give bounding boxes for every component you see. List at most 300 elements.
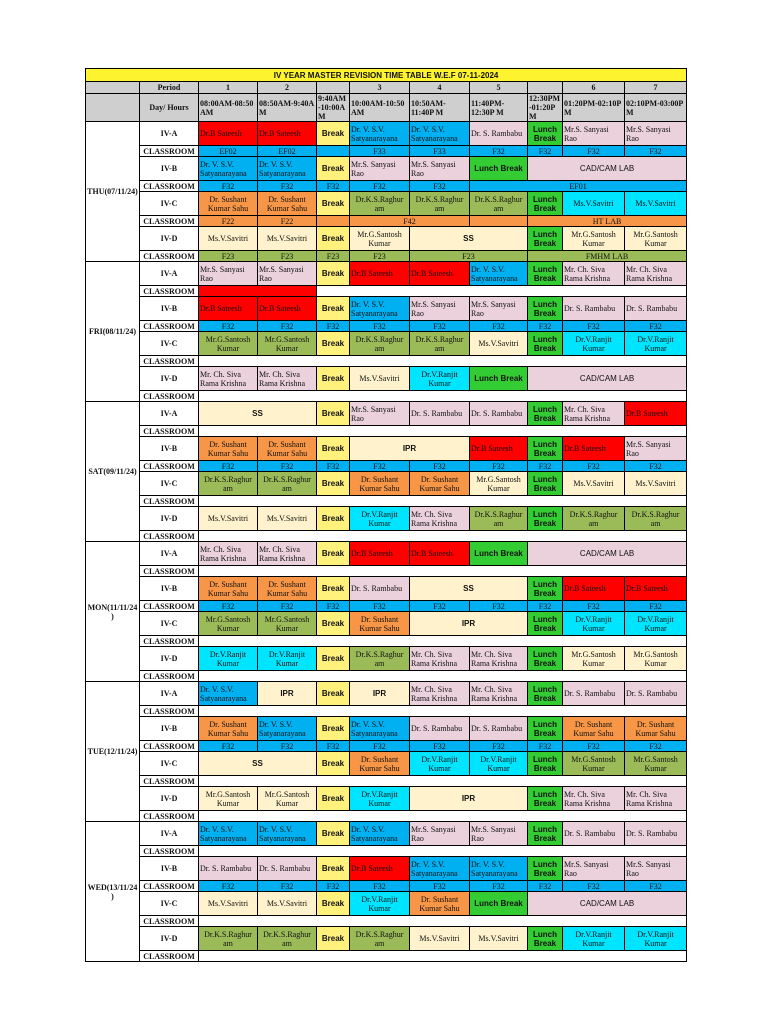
- classroom-cell: [199, 566, 687, 577]
- table-cell: Mr.G.Santosh Kumar: [258, 612, 317, 636]
- table-row: [86, 297, 687, 321]
- table-cell: Ms.V.Savitri: [199, 227, 258, 251]
- table-cell: Dr.B Sateesh: [350, 857, 410, 881]
- classroom-cell: F32: [528, 321, 563, 332]
- table-row: [86, 892, 687, 916]
- day-label: SAT(09/11/24): [86, 402, 140, 542]
- header-corner: [86, 94, 140, 122]
- classroom-label: CLASSROOM: [140, 846, 199, 857]
- break-cell: Break: [317, 647, 350, 671]
- break-cell: Break: [317, 227, 350, 251]
- section-label: IV-C: [140, 332, 199, 356]
- table-cell: Dr. V. S.V. Satyanarayana: [258, 157, 317, 181]
- table-cell: Mr.G.Santosh Kumar: [470, 472, 528, 496]
- table-cell: Mr. Ch. Siva Rama Krishna: [625, 787, 687, 811]
- table-row: [86, 741, 687, 752]
- table-cell: Ms.V.Savitri: [470, 332, 528, 356]
- table-cell: Mr. Ch. Siva Rama Krishna: [470, 647, 528, 671]
- table-cell: Dr.K.S.Raghur am: [410, 332, 470, 356]
- classroom-cell: F32: [410, 461, 470, 472]
- section-label: IV-C: [140, 892, 199, 916]
- table-cell: SS: [410, 227, 528, 251]
- table-row: [86, 216, 687, 227]
- table-cell: Dr.B Sateesh: [410, 542, 470, 566]
- break-cell: Break: [317, 472, 350, 496]
- table-cell: Dr. S. Rambabu: [199, 857, 258, 881]
- classroom-cell: HT LAB: [528, 216, 687, 227]
- table-cell: Mr.S. Sanyasi Rao: [258, 262, 317, 286]
- break-cell: Break: [317, 682, 350, 706]
- classroom-cell: F32: [317, 461, 350, 472]
- section-label: IV-A: [140, 402, 199, 426]
- classroom-cell: F23: [410, 251, 528, 262]
- table-cell: Dr. Sushant Kumar Sahu: [350, 472, 410, 496]
- classroom-cell: [199, 811, 687, 822]
- table-cell: Dr.B Sateesh: [563, 437, 625, 461]
- table-cell: Ms.V.Savitri: [410, 927, 470, 951]
- table-cell: Mr.S. Sanyasi Rao: [470, 822, 528, 846]
- time-slot: 10:00AM-10:50 AM: [350, 94, 410, 122]
- break-cell: Break: [317, 262, 350, 286]
- table-cell: Mr.G.Santosh Kumar: [625, 752, 687, 776]
- table-cell: Ms.V.Savitri: [199, 507, 258, 531]
- section-label: IV-D: [140, 367, 199, 391]
- classroom-cell: F32: [258, 321, 317, 332]
- table-cell: CAD/CAM LAB: [528, 157, 687, 181]
- table-cell: Mr.S. Sanyasi Rao: [410, 822, 470, 846]
- table-cell: Dr.B Sateesh: [199, 122, 258, 146]
- section-label: IV-B: [140, 157, 199, 181]
- classroom-label: CLASSROOM: [140, 461, 199, 472]
- period-number: 4: [410, 82, 470, 94]
- section-label: IV-B: [140, 857, 199, 881]
- table-row: [86, 496, 687, 507]
- lunch-break-cell: Lunch Break: [528, 787, 563, 811]
- table-cell: Dr. V. S.V. Satyanarayana: [410, 857, 470, 881]
- table-row: [86, 461, 687, 472]
- section-label: IV-C: [140, 612, 199, 636]
- lunch-break-cell: Lunch Break: [528, 647, 563, 671]
- table-cell: Dr.B Sateesh: [258, 297, 317, 321]
- period-number: 1: [199, 82, 258, 94]
- table-cell: Mr.S. Sanyasi Rao: [410, 157, 470, 181]
- classroom-cell: F32: [317, 741, 350, 752]
- table-cell: Ms.V.Savitri: [625, 472, 687, 496]
- section-label: IV-D: [140, 227, 199, 251]
- table-row: [86, 951, 687, 962]
- day-label: WED(13/11/24): [86, 822, 140, 962]
- table-cell: Dr. Sushant Kumar Sahu: [563, 717, 625, 741]
- classroom-cell: F22: [258, 216, 317, 227]
- table-cell: CAD/CAM LAB: [528, 542, 687, 566]
- break-cell: Break: [317, 752, 350, 776]
- lunch-break-cell: Lunch Break: [528, 262, 563, 286]
- table-row: [86, 881, 687, 892]
- classroom-cell: F32: [470, 601, 528, 612]
- table-cell: Dr. S. Rambabu: [625, 682, 687, 706]
- table-cell: Mr.G.Santosh Kumar: [350, 227, 410, 251]
- table-cell: Dr. V. S.V. Satyanarayana: [258, 717, 317, 741]
- section-label: IV-A: [140, 262, 199, 286]
- table-cell: Ms.V.Savitri: [350, 367, 410, 391]
- classroom-label: CLASSROOM: [140, 181, 199, 192]
- classroom-cell: F42: [350, 216, 470, 227]
- table-cell: Dr. Sushant Kumar Sahu: [410, 892, 470, 916]
- classroom-label: CLASSROOM: [140, 776, 199, 787]
- classroom-cell: [199, 286, 317, 297]
- classroom-cell: F32: [350, 181, 410, 192]
- table-cell: Mr. Ch. Siva Rama Krishna: [625, 262, 687, 286]
- table-cell: Dr.V.Ranjit Kumar: [350, 507, 410, 531]
- classroom-cell: F32: [258, 881, 317, 892]
- table-cell: Dr.V.Ranjit Kumar: [258, 647, 317, 671]
- table-cell: Mr. Ch. Siva Rama Krishna: [199, 367, 258, 391]
- break-cell: Break: [317, 122, 350, 146]
- classroom-label: CLASSROOM: [140, 391, 199, 402]
- table-row: [86, 612, 687, 636]
- table-cell: Dr.B Sateesh: [563, 577, 625, 601]
- classroom-cell: FMHM LAB: [528, 251, 687, 262]
- table-row: [86, 531, 687, 542]
- table-cell: Dr. Sushant Kumar Sahu: [199, 192, 258, 216]
- table-cell: Mr. Ch. Siva Rama Krishna: [410, 507, 470, 531]
- table-cell: Dr.K.S.Raghur am: [350, 647, 410, 671]
- table-row: [86, 251, 687, 262]
- classroom-cell: F32: [317, 881, 350, 892]
- classroom-label: CLASSROOM: [140, 216, 199, 227]
- classroom-cell: F32: [470, 321, 528, 332]
- table-cell: SS: [199, 752, 317, 776]
- classroom-cell: [317, 146, 350, 157]
- break-cell: Break: [317, 577, 350, 601]
- classroom-cell: F32: [199, 601, 258, 612]
- classroom-cell: [199, 671, 687, 682]
- table-cell: Mr.S. Sanyasi Rao: [350, 157, 410, 181]
- classroom-cell: F23: [350, 251, 410, 262]
- classroom-cell: F32: [350, 461, 410, 472]
- table-cell: Mr.S. Sanyasi Rao: [350, 402, 410, 426]
- classroom-cell: F32: [350, 601, 410, 612]
- table-cell: Dr. V. S.V. Satyanarayana: [350, 822, 410, 846]
- table-cell: Dr.V.Ranjit Kumar: [625, 927, 687, 951]
- table-cell: Mr.G.Santosh Kumar: [563, 647, 625, 671]
- classroom-label: CLASSROOM: [140, 811, 199, 822]
- classroom-cell: [199, 356, 687, 367]
- classroom-cell: F32: [528, 601, 563, 612]
- day-label: THU(07/11/24): [86, 122, 140, 262]
- table-cell: CAD/CAM LAB: [528, 892, 687, 916]
- classroom-cell: F32: [350, 321, 410, 332]
- table-row: [86, 752, 687, 776]
- table-cell: Dr. V. S.V. Satyanarayana: [199, 682, 258, 706]
- classroom-cell: F32: [470, 146, 528, 157]
- lunch-break-cell: Lunch Break: [528, 857, 563, 881]
- classroom-cell: F32: [625, 881, 687, 892]
- table-cell: Dr. S. Rambabu: [470, 122, 528, 146]
- timetable-title: IV YEAR MASTER REVISION TIME TABLE W.E.F 07-11-2024: [86, 69, 687, 82]
- section-label: IV-A: [140, 822, 199, 846]
- table-cell: Mr.G.Santosh Kumar: [625, 647, 687, 671]
- break-cell: Break: [317, 157, 350, 181]
- table-cell: Dr.V.Ranjit Kumar: [410, 367, 470, 391]
- table-cell: Dr.K.S.Raghur am: [350, 332, 410, 356]
- lunch-break-cell: Lunch Break: [528, 192, 563, 216]
- lunch-break-cell: Lunch Break: [528, 297, 563, 321]
- table-cell: CAD/CAM LAB: [528, 367, 687, 391]
- table-cell: Dr. V. S.V. Satyanarayana: [350, 122, 410, 146]
- table-cell: Mr.G.Santosh Kumar: [199, 787, 258, 811]
- classroom-cell: F32: [625, 146, 687, 157]
- lunch-break-cell: Lunch Break: [528, 577, 563, 601]
- table-cell: Dr. Sushant Kumar Sahu: [258, 192, 317, 216]
- classroom-cell: F32: [410, 881, 470, 892]
- table-cell: Dr.B Sateesh: [350, 542, 410, 566]
- classroom-label: CLASSROOM: [140, 251, 199, 262]
- table-cell: Mr. Ch. Siva Rama Krishna: [563, 787, 625, 811]
- table-row: [86, 601, 687, 612]
- table-cell: SS: [410, 577, 528, 601]
- classroom-cell: F32: [410, 741, 470, 752]
- table-row: [86, 566, 687, 577]
- table-row: [86, 507, 687, 531]
- table-cell: Mr.G.Santosh Kumar: [563, 752, 625, 776]
- table-cell: Dr. S. Rambabu: [625, 822, 687, 846]
- lunch-break-cell: Lunch Break: [528, 402, 563, 426]
- break-cell: Break: [317, 717, 350, 741]
- table-cell: Dr.V.Ranjit Kumar: [563, 612, 625, 636]
- table-cell: Mr. Ch. Siva Rama Krishna: [258, 367, 317, 391]
- table-cell: Mr.S. Sanyasi Rao: [563, 122, 625, 146]
- classroom-label: CLASSROOM: [140, 566, 199, 577]
- table-row: [86, 787, 687, 811]
- table-cell: Dr.B Sateesh: [199, 297, 258, 321]
- period-number: 6: [563, 82, 625, 94]
- time-slot: 08:00AM-08:50 AM: [199, 94, 258, 122]
- table-cell: Dr. Sushant Kumar Sahu: [258, 577, 317, 601]
- classroom-cell: [199, 776, 687, 787]
- table-row: [86, 927, 687, 951]
- table-row: [86, 157, 687, 181]
- table-row: [86, 181, 687, 192]
- classroom-label: CLASSROOM: [140, 881, 199, 892]
- table-cell: Dr. Sushant Kumar Sahu: [350, 612, 410, 636]
- table-cell: Dr. V. S.V. Satyanarayana: [199, 822, 258, 846]
- classroom-cell: F32: [410, 321, 470, 332]
- classroom-cell: [199, 426, 687, 437]
- table-cell: Dr. V. S.V. Satyanarayana: [470, 857, 528, 881]
- classroom-cell: F33: [350, 146, 410, 157]
- lunch-break-cell: Lunch Break: [528, 822, 563, 846]
- table-cell: Mr.S. Sanyasi Rao: [625, 857, 687, 881]
- classroom-cell: F32: [350, 881, 410, 892]
- table-cell: Dr.K.S.Raghur am: [199, 927, 258, 951]
- table-cell: Dr.V.Ranjit Kumar: [350, 787, 410, 811]
- break-cell: Break: [317, 787, 350, 811]
- break-cell: Break: [317, 192, 350, 216]
- break-cell: Break: [317, 892, 350, 916]
- table-row: [86, 122, 687, 146]
- lunch-break-cell: Lunch Break: [528, 927, 563, 951]
- classroom-label: CLASSROOM: [140, 146, 199, 157]
- classroom-cell: [199, 636, 687, 647]
- table-cell: Dr.K.S.Raghur am: [470, 507, 528, 531]
- table-cell: Mr. Ch. Siva Rama Krishna: [470, 682, 528, 706]
- classroom-cell: F32: [258, 741, 317, 752]
- classroom-label: CLASSROOM: [140, 356, 199, 367]
- table-cell: Ms.V.Savitri: [258, 507, 317, 531]
- table-cell: Dr. Sushant Kumar Sahu: [625, 717, 687, 741]
- classroom-cell: F32: [563, 146, 625, 157]
- time-slot: 02:10PM-03:00P M: [625, 94, 687, 122]
- classroom-cell: F32: [528, 741, 563, 752]
- table-cell: Dr.V.Ranjit Kumar: [625, 612, 687, 636]
- timetable-sheet: [85, 68, 686, 962]
- table-cell: Dr.K.S.Raghur am: [350, 927, 410, 951]
- classroom-label: CLASSROOM: [140, 636, 199, 647]
- break-cell: Break: [317, 927, 350, 951]
- period-number: [317, 82, 350, 94]
- classroom-cell: F32: [199, 181, 258, 192]
- table-cell: Dr. S. Rambabu: [563, 682, 625, 706]
- table-row: [86, 857, 687, 881]
- table-cell: Dr. Sushant Kumar Sahu: [199, 717, 258, 741]
- lunch-break-cell: Lunch Break: [528, 472, 563, 496]
- classroom-cell: EF01: [470, 181, 687, 192]
- table-cell: Lunch Break: [470, 892, 528, 916]
- break-cell: Break: [317, 297, 350, 321]
- section-label: IV-D: [140, 787, 199, 811]
- table-cell: Mr. Ch. Siva Rama Krishna: [258, 542, 317, 566]
- table-cell: Mr.S. Sanyasi Rao: [410, 297, 470, 321]
- table-cell: Dr.B Sateesh: [625, 577, 687, 601]
- lunch-break-cell: Lunch Break: [528, 752, 563, 776]
- table-cell: Dr.K.S.Raghur am: [258, 927, 317, 951]
- table-cell: Dr. S. Rambabu: [625, 297, 687, 321]
- classroom-cell: F32: [528, 461, 563, 472]
- time-slot: 12:30PM -01:20P M: [528, 94, 563, 122]
- classroom-cell: F32: [317, 321, 350, 332]
- table-cell: Dr.B Sateesh: [410, 262, 470, 286]
- table-cell: Dr. Sushant Kumar Sahu: [199, 437, 258, 461]
- table-cell: Dr.K.S.Raghur am: [350, 192, 410, 216]
- table-cell: Dr. S. Rambabu: [563, 822, 625, 846]
- table-cell: Dr.B Sateesh: [258, 122, 317, 146]
- table-row: [86, 846, 687, 857]
- table-cell: Dr. Sushant Kumar Sahu: [410, 472, 470, 496]
- time-slot: 9:40AM -10:00A M: [317, 94, 350, 122]
- classroom-cell: [199, 496, 687, 507]
- classroom-cell: EF02: [258, 146, 317, 157]
- table-cell: IPR: [350, 437, 470, 461]
- section-label: IV-D: [140, 507, 199, 531]
- table-row: [86, 286, 687, 297]
- table-row: [86, 356, 687, 367]
- table-cell: Dr.V.Ranjit Kumar: [563, 332, 625, 356]
- classroom-cell: F32: [470, 741, 528, 752]
- table-cell: Ms.V.Savitri: [199, 892, 258, 916]
- time-slot: 08:50AM-9:40A M: [258, 94, 317, 122]
- table-cell: Dr.K.S.Raghur am: [470, 192, 528, 216]
- table-cell: Dr.V.Ranjit Kumar: [470, 752, 528, 776]
- classroom-cell: F22: [199, 216, 258, 227]
- classroom-label: CLASSROOM: [140, 286, 199, 297]
- table-cell: Dr.V.Ranjit Kumar: [410, 752, 470, 776]
- section-label: IV-D: [140, 927, 199, 951]
- table-cell: Ms.V.Savitri: [258, 892, 317, 916]
- table-row: [86, 146, 687, 157]
- table-cell: Ms.V.Savitri: [563, 472, 625, 496]
- table-cell: Dr. S. Rambabu: [258, 857, 317, 881]
- table-row: [86, 811, 687, 822]
- classroom-cell: F32: [625, 741, 687, 752]
- classroom-label: CLASSROOM: [140, 601, 199, 612]
- table-cell: Mr.S. Sanyasi Rao: [199, 262, 258, 286]
- classroom-cell: [317, 216, 350, 227]
- table-cell: IPR: [258, 682, 317, 706]
- classroom-cell: [199, 846, 687, 857]
- table-cell: Dr.B Sateesh: [350, 262, 410, 286]
- table-cell: Ms.V.Savitri: [625, 192, 687, 216]
- break-cell: Break: [317, 332, 350, 356]
- section-label: IV-D: [140, 647, 199, 671]
- table-row: [86, 227, 687, 251]
- section-label: IV-A: [140, 122, 199, 146]
- classroom-cell: [199, 951, 687, 962]
- table-cell: IPR: [350, 682, 410, 706]
- classroom-label: CLASSROOM: [140, 671, 199, 682]
- section-label: IV-C: [140, 472, 199, 496]
- table-cell: Mr.G.Santosh Kumar: [199, 612, 258, 636]
- section-label: IV-A: [140, 542, 199, 566]
- break-cell: Break: [317, 857, 350, 881]
- table-row: [86, 472, 687, 496]
- table-cell: Ms.V.Savitri: [563, 192, 625, 216]
- lunch-break-cell: Lunch Break: [528, 612, 563, 636]
- table-row: [86, 577, 687, 601]
- classroom-cell: F32: [563, 881, 625, 892]
- table-row: [86, 367, 687, 391]
- table-cell: Mr.S. Sanyasi Rao: [470, 297, 528, 321]
- table-cell: Dr. V. S.V. Satyanarayana: [199, 157, 258, 181]
- table-cell: Dr. V. S.V. Satyanarayana: [350, 717, 410, 741]
- lunch-break-cell: Lunch Break: [528, 717, 563, 741]
- classroom-label: CLASSROOM: [140, 426, 199, 437]
- table-row: [86, 706, 687, 717]
- table-cell: Mr.G.Santosh Kumar: [563, 227, 625, 251]
- classroom-cell: F32: [563, 461, 625, 472]
- table-cell: Lunch Break: [470, 367, 528, 391]
- table-cell: Mr.S. Sanyasi Rao: [563, 857, 625, 881]
- table-cell: SS: [199, 402, 317, 426]
- classroom-cell: [199, 391, 687, 402]
- header-corner: [86, 82, 140, 94]
- section-label: IV-A: [140, 682, 199, 706]
- table-row: [86, 192, 687, 216]
- section-label: IV-C: [140, 192, 199, 216]
- classroom-cell: F32: [563, 741, 625, 752]
- break-cell: Break: [317, 542, 350, 566]
- table-cell: Dr.K.S.Raghur am: [199, 472, 258, 496]
- table-cell: Dr.K.S.Raghur am: [563, 507, 625, 531]
- classroom-cell: [470, 216, 528, 227]
- table-row: [86, 776, 687, 787]
- period-number: 5: [470, 82, 528, 94]
- classroom-cell: F32: [563, 321, 625, 332]
- table-cell: Dr.K.S.Raghur am: [410, 192, 470, 216]
- day-label: TUE(12/11/24): [86, 682, 140, 822]
- section-label: IV-B: [140, 717, 199, 741]
- lunch-break-cell: Lunch Break: [528, 437, 563, 461]
